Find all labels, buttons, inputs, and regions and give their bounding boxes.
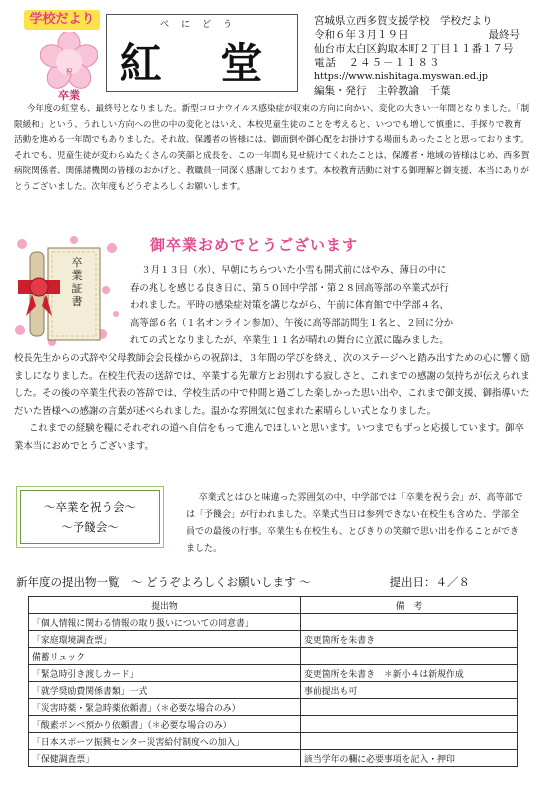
editor-line: 編集・発行 主幹教諭 千葉 bbox=[314, 85, 451, 97]
issue-label: 最終号 bbox=[488, 29, 520, 41]
documents-heading-row bbox=[16, 574, 532, 590]
intro-paragraph: 今年度の紅堂も、最終号となりました。新型コロナウイルス感染症が収束の方向に向かい、変化の大きい一年間となりました。「制限緩和」という、うれしい方向への世の中の変化とはいえ、本校児童生徒のことを考えると、いつでも増して慎重に、手探りで教育活動を進める一年間でもありました。それ故、保護者の皆様には、御面倒や御心配をお掛けする場面もあったことと思っております。それでも、児童生徒が変わらぬたくさんの笑顔と成長を、この一年間も見せ続けてくれたことは、保護者・地域の皆様はじめ、西多賀病院関係者、関係諸機関の皆様のおかげと、教職員一同深く感謝しております。本校教育活動に対する御理解と御支援、本当にありがとうございました。次年度もどうぞよろしくお願いします。 bbox=[14, 104, 530, 192]
document-item: 「日本スポーツ振興センター災害給付制度への加入」 bbox=[29, 733, 301, 750]
congrats-line-1: ３月１３日（水）、早朝にちらついた小雪も開式前にはやみ、薄日の中に bbox=[141, 265, 447, 276]
event-title-2: ～予餞会～ bbox=[61, 520, 119, 534]
table-row bbox=[29, 750, 518, 767]
issue-date: 令和６年３月１９日 bbox=[314, 29, 409, 41]
column-header-item: 提出物 bbox=[29, 597, 301, 614]
cherry-blossom-icon bbox=[40, 32, 98, 102]
newsletter-title: 紅 堂 bbox=[119, 39, 285, 88]
table-row bbox=[29, 682, 518, 699]
column-header-remark: 備 考 bbox=[301, 597, 518, 614]
document-item: 「酸素ボンベ預かり依頼書」（＊必要な場合のみ） bbox=[29, 716, 301, 733]
document-item: 「保健調査票」 bbox=[29, 750, 301, 767]
document-remark bbox=[301, 699, 518, 716]
issue-line bbox=[314, 28, 534, 42]
event-title-1: ～卒業を祝う会～ bbox=[44, 500, 136, 514]
document-remark: 事前提出も可 bbox=[301, 682, 518, 699]
school-address: 仙台市太白区鈎取本町２丁目１１番１７号 bbox=[314, 43, 514, 55]
document-remark bbox=[301, 648, 518, 665]
logo-celebration-mark: 祝 bbox=[65, 68, 73, 76]
congrats-line-3: われました。平時の感染症対策を講じながら、午前に体育館で中学部４名、 bbox=[130, 300, 449, 312]
event-title-box bbox=[20, 490, 160, 544]
document-item: 「家庭環境調査票」 bbox=[29, 631, 301, 648]
document-item: 「災害時薬・緊急時薬依頼書」（＊必要な場合のみ） bbox=[29, 699, 301, 716]
document-remark bbox=[301, 614, 518, 631]
newsletter-title-box bbox=[106, 14, 298, 92]
document-remark: 該当学年の欄に必要事項を記入・押印 bbox=[301, 750, 518, 767]
school-name: 宮城県立西多賀支援学校 学校だより bbox=[314, 15, 493, 27]
congrats-title: 御卒業おめでとうございます bbox=[150, 236, 359, 254]
document-item: 「緊急時引き渡しカード」 bbox=[29, 665, 301, 682]
table-row bbox=[29, 665, 518, 682]
document-remark bbox=[301, 733, 518, 750]
logo-graduation-text: 卒業 bbox=[58, 89, 80, 102]
documents-table bbox=[28, 596, 518, 767]
congrats-line-4: 高等部６名（１名オンライン参加）、午後に高等部訪問生１名と、２回に分か bbox=[130, 317, 454, 329]
school-url[interactable]: https://www.nishitaga.myswan.ed.jp bbox=[314, 71, 488, 82]
congrats-body bbox=[14, 262, 530, 456]
table-row bbox=[29, 716, 518, 733]
congrats-line-5: れての式となりましたが、卒業生１１名が晴れの舞台に立派に臨みました。 bbox=[130, 335, 449, 347]
table-row bbox=[29, 631, 518, 648]
scroll-label: 卒業証書 bbox=[71, 256, 83, 308]
documents-heading: 新年度の提出物一覧 ～ どうぞよろしくお願いします ～ bbox=[16, 575, 311, 589]
school-info bbox=[314, 14, 534, 98]
documents-due-date: 提出日：４／８ bbox=[389, 575, 470, 589]
document-item: 備蓄リュック bbox=[29, 648, 301, 665]
logo-title: 学校だより bbox=[24, 10, 100, 30]
document-remark bbox=[301, 716, 518, 733]
document-remark: 変更箇所を朱書き bbox=[301, 631, 518, 648]
congrats-paragraph-3: これまでの経験を糧にそれぞれの道へ自信をもって進んでほしいと思います。いつまでもずっと応援しています。御卒業本当におめでとうございます。 bbox=[14, 423, 524, 452]
event-description: 卒業式とはひと味違った雰囲気の中、中学部では「卒業を祝う会」が、高等部では「予餞会」が行われました。卒業式当日は参列できない在校生も含めた、学部全員での最後の行事。卒業生も在校生も、とびきりの笑顔で思い出を作ることができました。 bbox=[186, 493, 523, 554]
table-header-row bbox=[29, 597, 518, 614]
table-row bbox=[29, 733, 518, 750]
school-phone: 電話 ２４５－１１８３ bbox=[314, 57, 441, 69]
congrats-line-2: 春の兆しを感じる良き日に、第５０回中学部・第２８回高等部の卒業式が行 bbox=[130, 282, 449, 294]
newsletter-logo bbox=[18, 8, 106, 102]
table-row bbox=[29, 614, 518, 631]
table-row bbox=[29, 648, 518, 665]
document-remark: 変更箇所を朱書き ＊新小４は新規作成 bbox=[301, 665, 518, 682]
document-item: 「就学奨励費関係書類」一式 bbox=[29, 682, 301, 699]
document-item: 「個人情報に関わる情報の取り扱いについての同意書」 bbox=[29, 614, 301, 631]
title-ruby: べにどう bbox=[159, 20, 244, 30]
congrats-paragraph-2: 校長先生からの式辞や父母教師会会長様からの祝辞は、３年間の学びを終え、次のステージへと踏み出すための心に響く励ましになりました。在校生代表の送辞では、卒業する先輩方とお別れする寂しさと、これまでの感謝の気持ちが伝えられました。その後の卒業生代表の答辞では、学校生活の中で仲間と過ごした楽しかった思い出や、これまで御支援、御指導いただいた皆様への感謝の言葉が述べられました。温かな雰囲気に包まれた素晴らしい式となりました。 bbox=[14, 352, 530, 417]
table-row bbox=[29, 699, 518, 716]
